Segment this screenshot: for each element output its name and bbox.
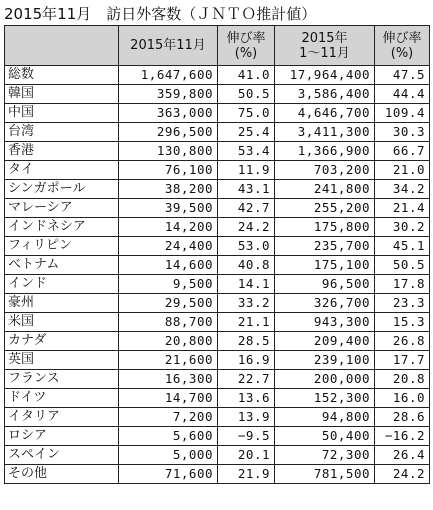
table-row	[5, 465, 430, 484]
ytd-visitors-cell: 72,300	[275, 446, 375, 465]
nov-growth-cell: 24.2	[218, 218, 275, 237]
nov-visitors-cell: 88,700	[119, 313, 218, 332]
nov-visitors-cell: 71,600	[119, 465, 218, 484]
ytd-growth-cell: 50.5	[375, 256, 430, 275]
country-cell: タイ	[5, 161, 119, 180]
nov-growth-cell: 13.9	[218, 408, 275, 427]
header-nov-growth-line1: 伸び率	[226, 30, 266, 46]
table-row	[5, 199, 430, 218]
nov-growth-cell: 21.1	[218, 313, 275, 332]
table-row	[5, 256, 430, 275]
table-row	[5, 389, 430, 408]
nov-growth-cell: 25.4	[218, 123, 275, 142]
nov-visitors-cell: 29,500	[119, 294, 218, 313]
ytd-growth-cell: 34.2	[375, 180, 430, 199]
table-row	[5, 313, 430, 332]
ytd-growth-cell: 17.8	[375, 275, 430, 294]
ytd-visitors-cell: 239,100	[275, 351, 375, 370]
nov-visitors-cell: 296,500	[119, 123, 218, 142]
ytd-visitors-cell: 200,000	[275, 370, 375, 389]
page-title: 2015年11月 訪日外客数（ＪＮＴＯ推計値）	[4, 5, 317, 23]
nov-growth-cell: −9.5	[218, 427, 275, 446]
country-cell: イタリア	[5, 408, 119, 427]
ytd-growth-cell: 26.4	[375, 446, 430, 465]
ytd-visitors-cell: 255,200	[275, 199, 375, 218]
header-nov-growth	[218, 26, 275, 66]
ytd-growth-cell: 30.3	[375, 123, 430, 142]
nov-growth-cell: 33.2	[218, 294, 275, 313]
ytd-growth-cell: 21.4	[375, 199, 430, 218]
nov-visitors-cell: 24,400	[119, 237, 218, 256]
nov-visitors-cell: 5,000	[119, 446, 218, 465]
nov-visitors-cell: 14,700	[119, 389, 218, 408]
country-cell: フィリピン	[5, 237, 119, 256]
nov-visitors-cell: 21,600	[119, 351, 218, 370]
ytd-growth-cell: 47.5	[375, 66, 430, 85]
country-cell: 米国	[5, 313, 119, 332]
nov-growth-cell: 41.0	[218, 66, 275, 85]
country-cell: ロシア	[5, 427, 119, 446]
ytd-growth-cell: 24.2	[375, 465, 430, 484]
ytd-growth-cell: 30.2	[375, 218, 430, 237]
ytd-growth-cell: 15.3	[375, 313, 430, 332]
ytd-visitors-cell: 943,300	[275, 313, 375, 332]
nov-growth-cell: 20.1	[218, 446, 275, 465]
ytd-growth-cell: 45.1	[375, 237, 430, 256]
nov-growth-cell: 53.0	[218, 237, 275, 256]
nov-growth-cell: 40.8	[218, 256, 275, 275]
table-row	[5, 180, 430, 199]
table-row	[5, 294, 430, 313]
header-nov-label: 2015年11月	[130, 38, 206, 53]
table-row	[5, 351, 430, 370]
nov-growth-cell: 13.6	[218, 389, 275, 408]
nov-visitors-cell: 359,800	[119, 85, 218, 104]
table-row	[5, 66, 430, 85]
ytd-growth-cell: −16.2	[375, 427, 430, 446]
country-cell: 英国	[5, 351, 119, 370]
nov-visitors-cell: 39,500	[119, 199, 218, 218]
country-cell: カナダ	[5, 332, 119, 351]
nov-growth-cell: 75.0	[218, 104, 275, 123]
ytd-visitors-cell: 94,800	[275, 408, 375, 427]
header-ytd-growth	[375, 26, 430, 66]
header-row	[5, 26, 430, 66]
ytd-growth-cell: 21.0	[375, 161, 430, 180]
ytd-growth-cell: 109.4	[375, 104, 430, 123]
header-ytd-line2: 1～11月	[299, 45, 350, 61]
table-row	[5, 123, 430, 142]
nov-growth-cell: 50.5	[218, 85, 275, 104]
nov-growth-cell: 53.4	[218, 142, 275, 161]
country-cell: インドネシア	[5, 218, 119, 237]
country-cell: 中国	[5, 104, 119, 123]
ytd-visitors-cell: 175,800	[275, 218, 375, 237]
nov-growth-cell: 43.1	[218, 180, 275, 199]
country-cell: スペイン	[5, 446, 119, 465]
country-cell: マレーシア	[5, 199, 119, 218]
ytd-visitors-cell: 241,800	[275, 180, 375, 199]
header-nov-growth-line2: (%)	[234, 45, 258, 61]
ytd-visitors-cell: 50,400	[275, 427, 375, 446]
ytd-growth-cell: 16.0	[375, 389, 430, 408]
ytd-visitors-cell: 96,500	[275, 275, 375, 294]
country-cell: その他	[5, 465, 119, 484]
nov-growth-cell: 11.9	[218, 161, 275, 180]
header-ytd-growth-line2: (%)	[390, 45, 414, 61]
table-row	[5, 85, 430, 104]
country-cell: 韓国	[5, 85, 119, 104]
country-cell: フランス	[5, 370, 119, 389]
nov-growth-cell: 14.1	[218, 275, 275, 294]
table-row	[5, 218, 430, 237]
ytd-visitors-cell: 3,586,400	[275, 85, 375, 104]
ytd-visitors-cell: 235,700	[275, 237, 375, 256]
ytd-visitors-cell: 152,300	[275, 389, 375, 408]
nov-growth-cell: 16.9	[218, 351, 275, 370]
ytd-visitors-cell: 326,700	[275, 294, 375, 313]
ytd-growth-cell: 44.4	[375, 85, 430, 104]
nov-visitors-cell: 14,200	[119, 218, 218, 237]
table-row	[5, 237, 430, 256]
nov-visitors-cell: 1,647,600	[119, 66, 218, 85]
nov-visitors-cell: 14,600	[119, 256, 218, 275]
header-ytd-line1: 2015年	[301, 30, 348, 46]
ytd-growth-cell: 26.8	[375, 332, 430, 351]
nov-visitors-cell: 20,800	[119, 332, 218, 351]
nov-growth-cell: 42.7	[218, 199, 275, 218]
visitor-table	[4, 25, 430, 484]
nov-visitors-cell: 130,800	[119, 142, 218, 161]
nov-visitors-cell: 7,200	[119, 408, 218, 427]
table-row	[5, 446, 430, 465]
country-cell: 豪州	[5, 294, 119, 313]
country-cell: インド	[5, 275, 119, 294]
table-row	[5, 275, 430, 294]
nov-growth-cell: 21.9	[218, 465, 275, 484]
ytd-growth-cell: 23.3	[375, 294, 430, 313]
ytd-visitors-cell: 781,500	[275, 465, 375, 484]
country-cell: ドイツ	[5, 389, 119, 408]
ytd-visitors-cell: 17,964,400	[275, 66, 375, 85]
ytd-visitors-cell: 209,400	[275, 332, 375, 351]
nov-growth-cell: 22.7	[218, 370, 275, 389]
nov-visitors-cell: 16,300	[119, 370, 218, 389]
nov-visitors-cell: 5,600	[119, 427, 218, 446]
ytd-growth-cell: 28.6	[375, 408, 430, 427]
table-row	[5, 427, 430, 446]
table-row	[5, 332, 430, 351]
country-cell: 台湾	[5, 123, 119, 142]
table-row	[5, 161, 430, 180]
header-nov	[119, 26, 218, 66]
ytd-visitors-cell: 1,366,900	[275, 142, 375, 161]
ytd-growth-cell: 66.7	[375, 142, 430, 161]
ytd-visitors-cell: 175,100	[275, 256, 375, 275]
nov-visitors-cell: 9,500	[119, 275, 218, 294]
ytd-visitors-cell: 3,411,300	[275, 123, 375, 142]
country-cell: 香港	[5, 142, 119, 161]
table-row	[5, 104, 430, 123]
country-cell: ベトナム	[5, 256, 119, 275]
header-ytd	[275, 26, 375, 66]
table-row	[5, 370, 430, 389]
ytd-growth-cell: 17.7	[375, 351, 430, 370]
table-row	[5, 142, 430, 161]
nov-visitors-cell: 38,200	[119, 180, 218, 199]
header-ytd-growth-line1: 伸び率	[382, 30, 422, 46]
ytd-visitors-cell: 4,646,700	[275, 104, 375, 123]
ytd-growth-cell: 20.8	[375, 370, 430, 389]
nov-growth-cell: 28.5	[218, 332, 275, 351]
header-country	[5, 26, 119, 66]
nov-visitors-cell: 76,100	[119, 161, 218, 180]
country-cell: 総数	[5, 66, 119, 85]
table-row	[5, 408, 430, 427]
ytd-visitors-cell: 703,200	[275, 161, 375, 180]
country-cell: シンガポール	[5, 180, 119, 199]
nov-visitors-cell: 363,000	[119, 104, 218, 123]
